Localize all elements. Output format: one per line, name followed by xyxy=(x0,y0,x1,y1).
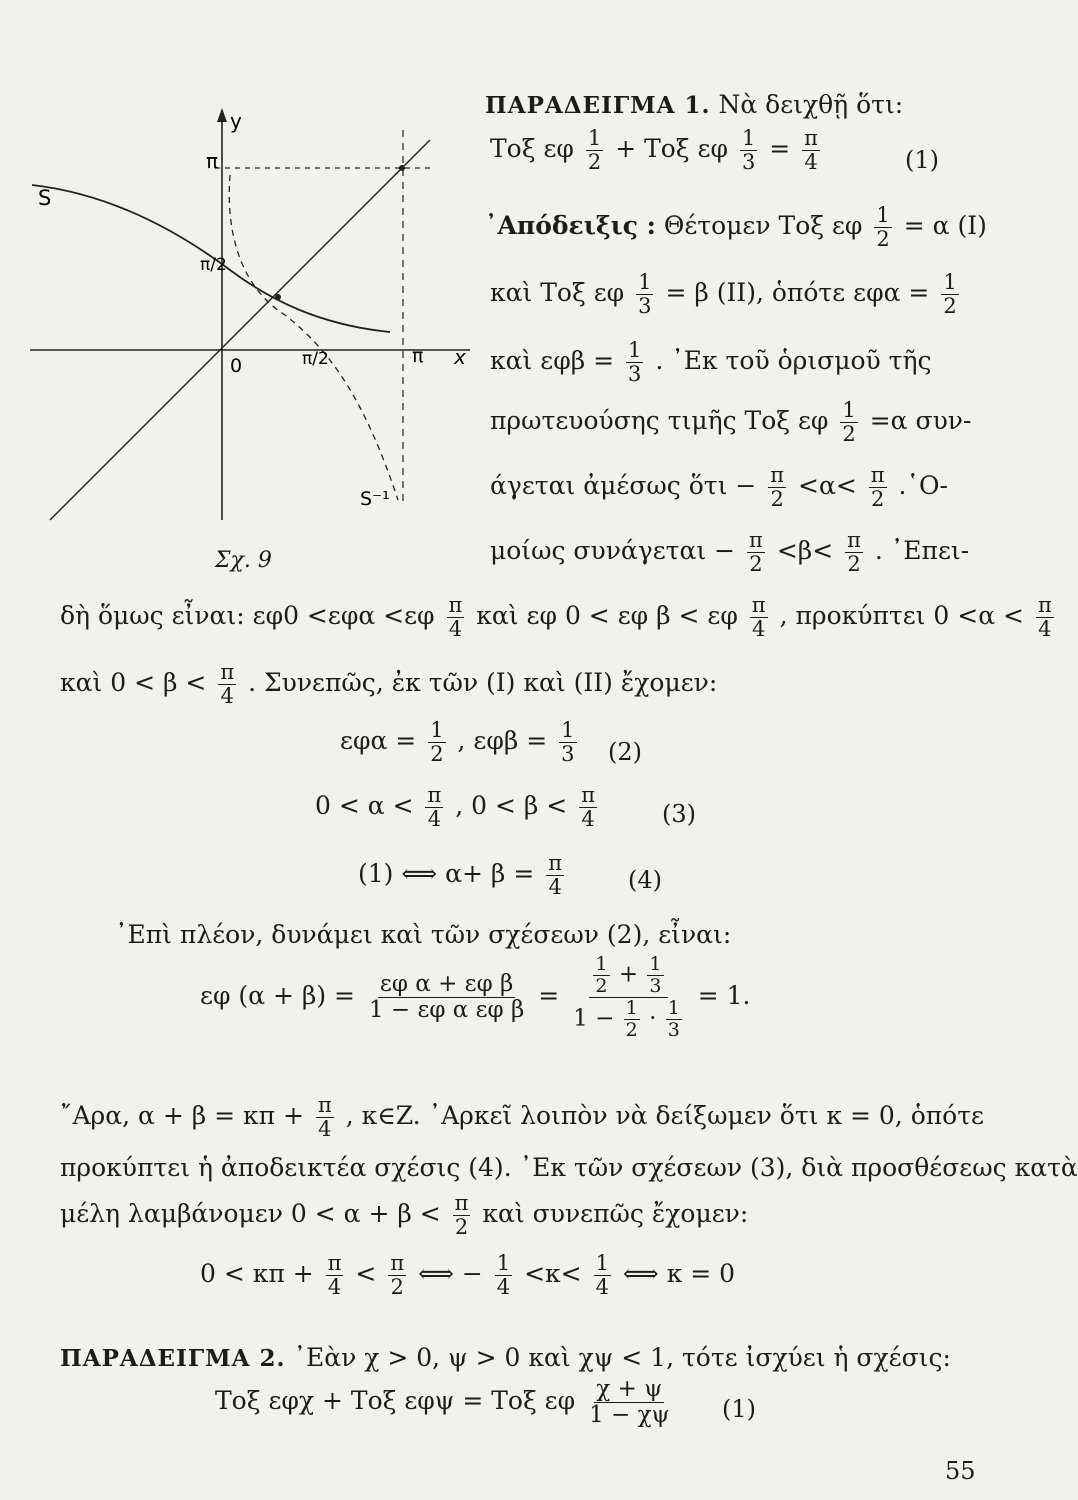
equation-number: (1) xyxy=(905,146,939,174)
text: πρωτευούσης τιμῆς Τοξ εφ xyxy=(490,406,829,435)
proof-label: ᾿Απόδειξις : xyxy=(485,211,656,240)
fraction: $\frac{\pi}{4}$ xyxy=(1037,593,1052,641)
text: μέλη λαμβάνομεν 0 < α + β < xyxy=(60,1199,441,1228)
text: μοίως συνάγεται − xyxy=(490,536,736,565)
proof-line xyxy=(490,400,971,445)
example-2-heading-line xyxy=(60,1345,951,1370)
y-axis-arrow xyxy=(217,108,227,122)
text: εφα = xyxy=(340,726,417,755)
fraction: $\frac{1}{3}$ xyxy=(649,953,662,997)
proof-line xyxy=(490,465,948,510)
fraction: $\frac{\pi}{4}$ xyxy=(548,851,563,899)
text: (1) ⟺ α+ β = xyxy=(358,859,535,888)
text: καὶ εφβ = xyxy=(490,346,615,375)
equation-1 xyxy=(490,128,824,173)
figure-caption: Σχ. 9 xyxy=(215,548,272,573)
text: < xyxy=(355,1259,377,1288)
text: ⟺ − xyxy=(418,1259,483,1288)
example-1-heading-line xyxy=(485,92,903,117)
equation-3 xyxy=(315,785,601,830)
fraction: $\frac{\text{εφ α + εφ β}}{\text{1 − εφ α εφ β}}$ xyxy=(368,971,525,1023)
fraction: $\frac{1}{3}$ xyxy=(628,338,642,386)
text: καὶ συνεπῶς ἔχομεν: xyxy=(482,1199,749,1228)
text: δὴ ὅμως εἶναι: εφ0 <εφα <εφ xyxy=(60,601,435,630)
proof-line xyxy=(60,595,1058,640)
equation-number: (4) xyxy=(628,866,662,894)
text: = α (Ι) xyxy=(903,211,987,240)
fraction: $\frac{\pi}{2}$ xyxy=(390,1251,405,1299)
text: = 1. xyxy=(697,981,751,1010)
text: , εφβ = xyxy=(457,726,548,755)
equation-5 xyxy=(200,955,751,1040)
proof-line: προκύπτει ἡ ἀποδεικτέα σχέσις (4). ᾿Εκ τῶν σχέσεων (3), διὰ προσθέσεως κατὰ xyxy=(60,1153,1078,1182)
fraction: $\frac{\pi}{4}$ xyxy=(220,660,235,708)
text: <κ< xyxy=(524,1259,582,1288)
proof-line xyxy=(60,1095,984,1140)
text: <β< xyxy=(776,536,834,565)
fraction: $\frac{\pi}{4}$ xyxy=(751,593,766,641)
proof-line xyxy=(485,205,987,250)
fraction: $\frac{1}{2}$ xyxy=(943,270,957,318)
text: άγεται ἀμέσως ὅτι − xyxy=(490,471,757,500)
text: ⟺ κ = 0 xyxy=(622,1259,736,1288)
fraction: $\frac{\chi + \psi}{1 - \chi\psi}$ xyxy=(589,1376,670,1428)
fraction: $\frac{1}{4}$ xyxy=(595,1251,609,1299)
fraction: $\frac{1}{2}$ xyxy=(842,398,856,446)
text: . ᾿Επει- xyxy=(874,536,970,565)
fraction: $\frac{1}{2}$ xyxy=(430,718,444,766)
label-pi-x: π xyxy=(412,345,424,367)
fraction: $\frac{1}{3}$ xyxy=(638,270,652,318)
fraction: $\frac{\pi}{4}$ xyxy=(327,1251,342,1299)
proof-line: ᾿Επὶ πλέον, δυνάμει καὶ τῶν σχέσεων (2), εἶναι: xyxy=(115,920,732,949)
label-pi2-y: π/2 xyxy=(200,255,227,275)
label-pi2-x: π/2 xyxy=(302,349,329,369)
fraction: $\frac{\pi}{4}$ xyxy=(317,1093,332,1141)
example-2-equation xyxy=(215,1378,676,1427)
text: εφ (α + β) = xyxy=(200,981,355,1010)
text: .῾Ο- xyxy=(898,471,948,500)
page-number: 55 xyxy=(945,1457,976,1485)
compound-fraction: $\frac{1}{2}$ + $\frac{1}{3}$ 1 − $\frac{1}{2}$ · $\frac{1}{3}$ xyxy=(573,953,680,1041)
label-pi-top: π xyxy=(206,149,219,173)
equation-6 xyxy=(200,1253,735,1298)
fraction: $\frac{\pi}{2}$ xyxy=(770,463,785,511)
proof-line xyxy=(60,662,717,707)
fraction: $\frac{1}{2}$ xyxy=(595,953,608,997)
fraction: $\frac{\pi}{4}$ xyxy=(804,126,818,174)
text: , 0 < β < xyxy=(455,791,568,820)
text: καὶ Τοξ εφ xyxy=(490,278,625,307)
text: καὶ εφ 0 < εφ β < εφ xyxy=(476,601,738,630)
fraction: $\frac{\pi}{4}$ xyxy=(427,783,442,831)
label-y: y xyxy=(230,109,242,133)
label-x: x xyxy=(454,345,466,369)
equation-number: (3) xyxy=(662,800,696,828)
fraction: $\frac{1}{3}$ xyxy=(561,718,575,766)
equation-2 xyxy=(340,720,581,765)
fraction: $\frac{\pi}{4}$ xyxy=(448,593,463,641)
fraction: $\frac{1}{3}$ xyxy=(741,126,756,174)
equation-number: (1) xyxy=(722,1395,756,1423)
example-intro: ᾿Εὰν χ > 0, ψ > 0 καὶ χψ < 1, τότε ἰσχύει ἡ σχέσις: xyxy=(293,1343,951,1372)
label-s: S xyxy=(38,186,52,210)
text: ῎Αρα, α + β = κπ + xyxy=(60,1101,304,1130)
example-intro: Νὰ δειχθῇ ὅτι: xyxy=(718,90,904,119)
text: . ᾿Εκ τοῦ ὁρισμοῦ τῆς xyxy=(655,346,932,375)
proof-line xyxy=(490,530,969,575)
text: καὶ 0 < β < xyxy=(60,668,207,697)
intersection-point xyxy=(275,294,281,300)
text: = xyxy=(538,981,560,1010)
fraction: $\frac{1}{2}$ xyxy=(587,126,602,174)
text: 0 < α < xyxy=(315,791,414,820)
proof-line xyxy=(490,340,931,385)
proof-line xyxy=(60,1193,748,1238)
fraction: $\frac{1}{2}$ xyxy=(625,997,638,1041)
fraction: $\frac{\pi}{2}$ xyxy=(870,463,885,511)
text: . Συνεπῶς, ἐκ τῶν (Ι) καὶ (ΙΙ) ἔχομεν: xyxy=(248,668,718,697)
text: Τοξ εφχ + Τοξ εφψ = Τοξ εφ xyxy=(215,1386,576,1415)
text: 0 < κπ + xyxy=(200,1259,314,1288)
text: <α< xyxy=(798,471,857,500)
equation-4 xyxy=(358,853,568,898)
text: =α συν- xyxy=(869,406,972,435)
fraction: $\frac{\pi}{4}$ xyxy=(581,783,596,831)
text: Θέτομεν Τοξ εφ xyxy=(663,211,863,240)
example-heading: ΠΑΡΑΔΕΙΓΜΑ 2. xyxy=(60,1345,286,1372)
text: , προκύπτει 0 <α < xyxy=(779,601,1024,630)
fraction: $\frac{1}{4}$ xyxy=(496,1251,511,1299)
intersection-point xyxy=(399,165,405,171)
fraction: $\frac{\pi}{2}$ xyxy=(749,528,763,576)
eq-text: + Τοξ εφ xyxy=(615,134,728,163)
fraction: $\frac{\pi}{2}$ xyxy=(454,1191,469,1239)
label-s-inverse: S⁻¹ xyxy=(360,488,390,510)
text: = β (ΙΙ), ὁπότε εφα = xyxy=(665,278,930,307)
example-heading: ΠΑΡΑΔΕΙΓΜΑ 1. xyxy=(485,92,711,119)
text: , κ∈Z. ᾿Αρκεῖ λοιπὸν νὰ δείξωμεν ὅτι κ = 0, ὁπότε xyxy=(345,1101,985,1130)
figure-graph xyxy=(30,100,475,540)
fraction: $\frac{1}{2}$ xyxy=(876,203,890,251)
proof-line xyxy=(490,272,963,317)
fraction: $\frac{\pi}{2}$ xyxy=(847,528,861,576)
eq-text: = xyxy=(769,134,791,163)
eq-text: Τοξ εφ xyxy=(490,134,574,163)
equation-number: (2) xyxy=(608,738,642,766)
label-origin: 0 xyxy=(230,355,243,377)
fraction: $\frac{1}{3}$ xyxy=(667,997,680,1041)
curve-s-inverse xyxy=(229,175,398,500)
